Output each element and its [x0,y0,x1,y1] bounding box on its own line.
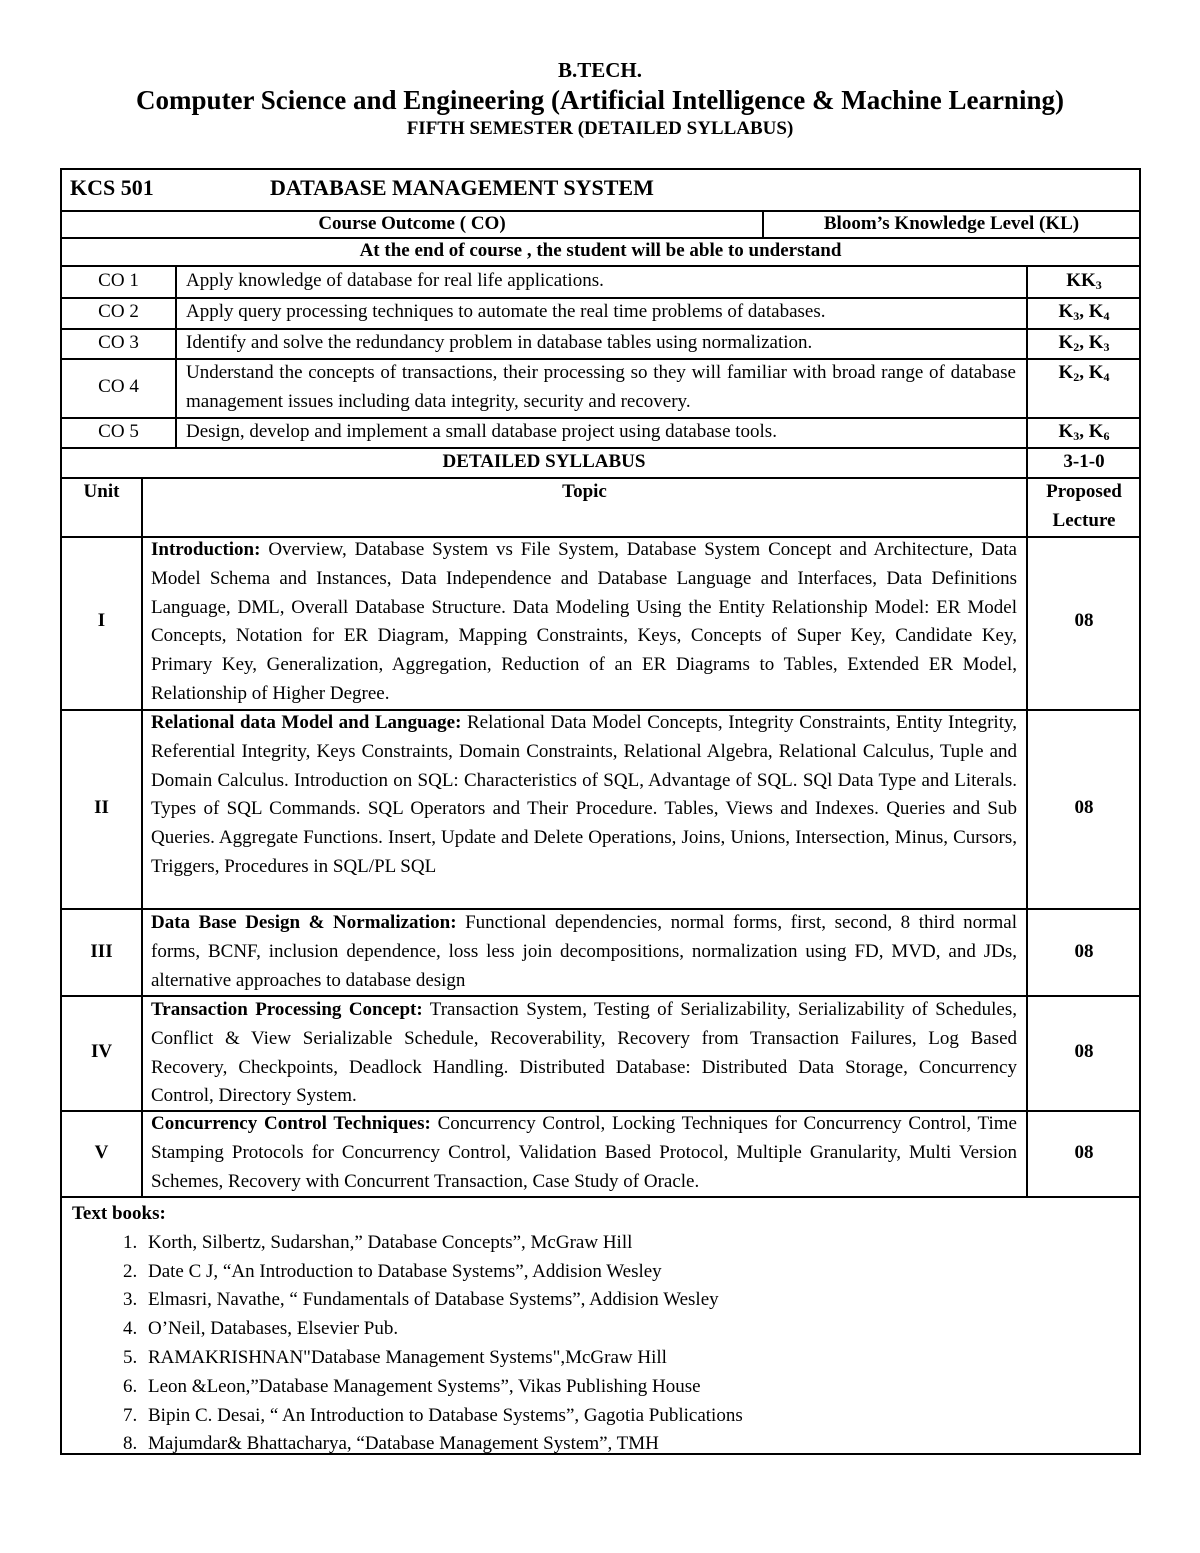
textbook-item: 4. O’Neil, Databases, Elsevier Pub. [142,1315,972,1344]
co-kl: $K_3$, $K_6$ [1058,421,1110,443]
unit-lectures: 08 [1074,1142,1094,1163]
unit-body: Transaction System, Testing of Serializability, Serializability of Schedules, Conflict & View Serializable Schedule, Recoverability, Recovery from Transaction Failures, Log Based Recovery, Checkpoints, Deadlock Handling. Distributed Database: Distributed Data Storage, Concurrency Control, Directory System. [151,999,1017,1107]
textbook-item: 5. RAMAKRISHNAN"Database Management Systems",McGraw Hill [142,1344,972,1373]
co-id: CO 3 [98,332,139,353]
topic-column-header: Topic [562,481,607,502]
co-description: Understand the concepts of transactions, their processing so they will familiar with broad range of database management issues including data integrity, security and recovery. [186,362,1016,412]
textbook-item: 6. Leon &Leon,”Database Management Systems”, Vikas Publishing House [142,1373,972,1402]
textbook-item: 1. Korth, Silbertz, Sudarshan,” Database Concepts”, McGraw Hill [142,1229,972,1258]
outcome-intro: At the end of course , the student will be able to understand [359,240,842,261]
textbooks-section [72,1200,972,1459]
co-kl: $K_2$, $K_4$ [1058,362,1110,384]
unit-number: II [94,797,109,818]
textbook-item: 7. Bipin C. Desai, “ An Introduction to Database Systems”, Gagotia Publications [142,1402,972,1431]
co-column-header: Course Outcome ( CO) [318,213,506,234]
unit-topic [151,536,1017,709]
co-description: Apply query processing techniques to automate the real time problems of databases. [186,301,826,322]
unit-number: I [97,610,106,631]
branch-heading: Computer Science and Engineering (Artificial Intelligence & Machine Learning) [136,85,1064,115]
textbook-item: 2. Date C J, “An Introduction to Database Systems”, Addision Wesley [142,1258,972,1287]
textbooks-list [72,1229,972,1459]
unit-body: Relational Data Model Concepts, Integrity Constraints, Entity Integrity, Referential Integrity, Keys Constraints, Domain Constraints, Relational Algebra, Relational Calculus, Tuple and Domain Calculus. Introduction on SQL: Characteristics of SQL, Advantage of SQL. SQl Data Type and Literals. Types of SQL Commands. SQL Operators and Their Procedure. Tables, Views and Indexes. Queries and Sub Queries. Aggregate Functions. Insert, Update and Delete Operations, Joins, Unions, Intersection, Minus, Cursors, Triggers, Procedures in SQL/PL SQL [151,712,1017,877]
rule [141,477,143,1196]
unit-lectures: 08 [1074,610,1094,631]
unit-column-header: Unit [83,481,120,502]
unit-number: V [94,1142,109,1163]
co-kl: $KK_3$ [1066,270,1102,292]
textbook-item: 3. Elmasri, Navathe, “ Fundamentals of Database Systems”, Addision Wesley [142,1286,972,1315]
syllabus-title: DETAILED SYLLABUS [442,451,646,472]
co-description: Apply knowledge of database for real life applications. [186,270,604,291]
unit-topic [151,996,1017,1111]
unit-heading: Data Base Design & Normalization: [151,912,457,933]
unit-lectures: 08 [1074,941,1094,962]
unit-lectures: 08 [1074,797,1094,818]
degree-heading: B.TECH. [557,58,643,82]
co-description: Identify and solve the redundancy problem in database tables using normalization. [186,332,813,353]
co-kl: $K_3$, $K_4$ [1058,301,1110,323]
co-id: CO 4 [98,376,139,397]
unit-heading: Introduction: [151,539,261,560]
unit-body: Overview, Database System vs File System, Database System Concept and Architecture, Data Model Schema and Instances, Data Independence and Database Language and Interfaces, Data Definitions Language, DML, Overall Database Structure. Data Modeling Using the Entity Relationship Model: ER Model Concepts, Notation for ER Diagram, Mapping Constraints, Keys, Concepts of Super Key, Candidate Key, Primary Key, Generalization, Aggregation, Reduction of an ER Diagrams to Tables, Extended ER Model, Relationship of Higher Degree. [151,539,1017,704]
co-kl: $K_2$, $K_3$ [1058,332,1110,354]
unit-topic [151,709,1017,882]
course-title: DATABASE MANAGEMENT SYSTEM [270,175,654,200]
course-code: KCS 501 [70,175,154,200]
ltp-value: 3-1-0 [1063,451,1105,472]
textbook-item: 8. Majumdar& Bhattacharya, “Database Management System”, TMH [142,1430,972,1459]
unit-number: IV [90,1041,113,1062]
co-id: CO 5 [98,421,139,442]
co-id: CO 1 [98,270,139,291]
unit-body: Functional dependencies, normal forms, first, second, 8 third normal forms, BCNF, inclusion dependence, loss less join decompositions, normalization using FD, MVD, and JDs, alternative approaches to database design [151,912,1017,991]
unit-topic [151,909,1017,995]
unit-heading: Relational data Model and Language: [151,712,462,733]
unit-body: Concurrency Control, Locking Techniques for Concurrency Control, Time Stamping Protocols for Concurrency Control, Validation Based Protocol, Multiple Granularity, Multi Version Schemes, Recovery with Concurrent Transaction, Case Study of Oracle. [151,1113,1017,1192]
rule [175,265,177,447]
unit-topic [151,1110,1017,1196]
semester-heading: FIFTH SEMESTER (DETAILED SYLLABUS) [406,118,794,139]
kl-column-header: Bloom’s Knowledge Level (KL) [823,213,1080,234]
lecture-column-header: Proposed Lecture [1046,481,1122,531]
textbooks-title: Text books: [72,1203,166,1224]
unit-heading: Concurrency Control Techniques: [151,1113,431,1134]
unit-lectures: 08 [1074,1041,1094,1062]
co-id: CO 2 [98,301,139,322]
unit-heading: Transaction Processing Concept: [151,999,423,1020]
unit-number: III [90,941,113,962]
co-description: Design, develop and implement a small database project using database tools. [186,421,777,442]
